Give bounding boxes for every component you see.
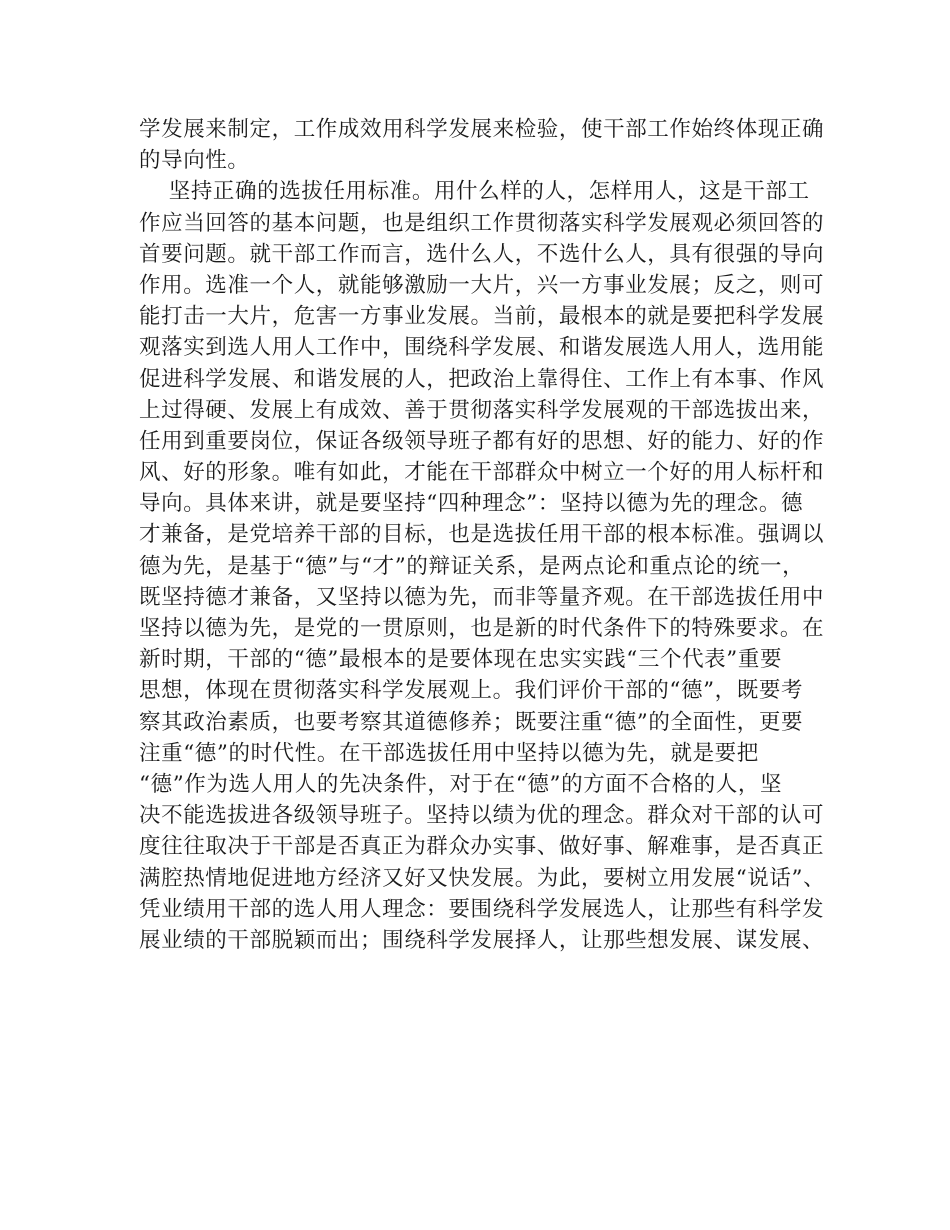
text-line: 思想，体现在贯彻落实科学发展观上。我们评价干部的“德”，既要考 xyxy=(139,678,804,704)
text-line: 作应当回答的基本问题，也是组织工作贯彻落实科学发展观必须回答的 xyxy=(139,210,825,236)
text-line: 导向。具体来讲，就是要坚持“四种理念”：坚持以德为先的理念。德 xyxy=(139,491,804,517)
text-line: 察其政治素质，也要考察其道德修养；既要注重“德”的全面性，更要 xyxy=(139,709,804,735)
text-line: 满腔热情地促进地方经济又好又快发展。为此，要树立用发展“说话”、 xyxy=(139,865,826,891)
text-line: 注重“德”的时代性。在干部选拔任用中坚持以德为先，就是要把 xyxy=(139,740,759,766)
text-line: 坚持以德为先，是党的一贯原则，也是新的时代条件下的特殊要求。在 xyxy=(139,616,825,641)
text-line: 促进科学发展、和谐发展的人，把政治上靠得住、工作上有本事、作风 xyxy=(139,366,825,392)
text-line: 风、好的形象。唯有如此，才能在干部群众中树立一个好的用人标杆和 xyxy=(139,460,825,486)
text-line: 学发展来制定，工作成效用科学发展来检验，使干部工作始终体现正确 xyxy=(139,117,825,142)
text-line: 能打击一大片，危害一方事业发展。当前，最根本的就是要把科学发展 xyxy=(139,304,825,330)
text-line: 的导向性。 xyxy=(139,148,250,174)
text-line: 新时期，干部的“德”最根本的是要体现在忠实实践“三个代表”重要 xyxy=(139,647,783,673)
text-line: 既坚持德才兼备，又坚持以德为先，而非等量齐观。在干部选拔任用中 xyxy=(139,584,825,610)
text-line: 才兼备，是党培养干部的目标，也是选拔任用干部的根本标准。强调以 xyxy=(139,522,825,548)
text-line: 德为先，是基于“德”与“才”的辩证关系，是两点论和重点论的统一， xyxy=(139,553,805,579)
paragraph-start-line: 坚持正确的选拔任用标准。用什么样的人，怎样用人，这是干部工 xyxy=(139,179,810,205)
text-line: 决不能选拔进各级领导班子。坚持以绩为优的理念。群众对干部的认可 xyxy=(139,803,825,829)
text-line: 任用到重要岗位，保证各级领导班子都有好的思想、好的能力、好的作 xyxy=(139,428,825,454)
text-line: 作用。选准一个人，就能够激励一大片，兴一方事业发展；反之，则可 xyxy=(139,272,825,298)
text-line: 度往往取决于干部是否真正为群众办实事、做好事、解难事，是否真正 xyxy=(139,834,825,860)
text-line: 观落实到选人用人工作中，围绕科学发展、和谐发展选人用人，选用能 xyxy=(139,335,825,361)
text-line: “德”作为选人用人的先决条件，对于在“德”的方面不合格的人，坚 xyxy=(139,771,783,797)
text-line: 凭业绩用干部的选人用人理念：要围绕科学发展选人，让那些有科学发 xyxy=(139,896,825,922)
body-text xyxy=(139,114,826,956)
text-line: 展业绩的干部脱颖而出；围绕科学发展择人，让那些想发展、谋发展、 xyxy=(139,927,825,953)
text-line: 上过得硬、发展上有成效、善于贯彻落实科学发展观的干部选拔出来， xyxy=(139,397,825,423)
text-line: 首要问题。就干部工作而言，选什么人，不选什么人，具有很强的导向 xyxy=(139,241,825,267)
